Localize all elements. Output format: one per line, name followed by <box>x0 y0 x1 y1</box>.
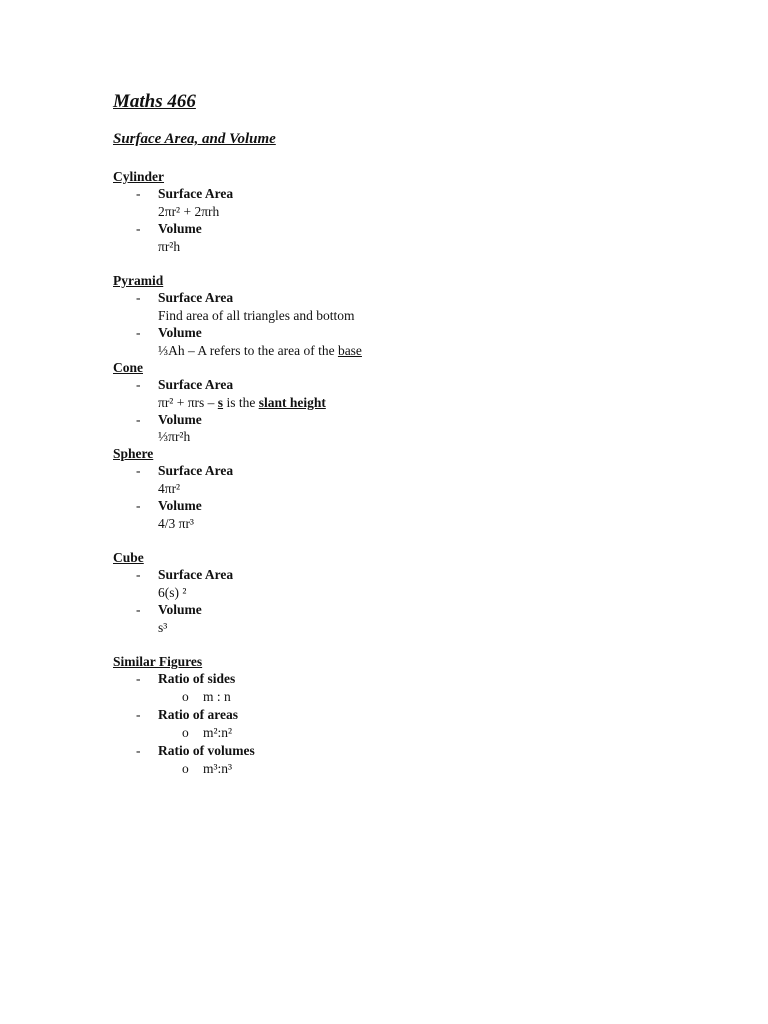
list-bullet: o <box>182 689 189 704</box>
ratio-of-volumes-label: Ratio of volumes <box>158 743 255 758</box>
cone-surface-area-mid: is the <box>223 395 259 410</box>
pyramid-volume-label: Volume <box>158 325 202 340</box>
list-dash: - <box>136 671 141 686</box>
page-title: Maths 466 <box>113 91 196 112</box>
sphere-volume-formula: 4/3 πr³ <box>158 516 194 531</box>
cone-surface-area-label: Surface Area <box>158 377 234 392</box>
list-dash: - <box>136 707 141 722</box>
cube-surface-area-formula: 6(s) ² <box>158 585 187 600</box>
pyramid-volume-text: ⅓Ah – A refers to the area of the <box>158 343 338 358</box>
ratio-of-areas-value: m²:n² <box>203 725 233 740</box>
sphere-volume-label: Volume <box>158 498 202 513</box>
list-dash: - <box>136 221 141 236</box>
list-bullet: o <box>182 761 189 776</box>
cone-volume-label: Volume <box>158 412 202 427</box>
cone-slant-height: slant height <box>258 395 326 410</box>
cube-heading: Cube <box>113 550 144 565</box>
sphere-heading: Sphere <box>113 446 154 461</box>
list-dash: - <box>136 290 141 305</box>
sphere-surface-area-label: Surface Area <box>158 463 234 478</box>
cube-volume-label: Volume <box>158 602 202 617</box>
list-bullet: o <box>182 725 189 740</box>
list-dash: - <box>136 186 141 201</box>
ratio-of-volumes-value: m³:n³ <box>203 761 233 776</box>
cylinder-surface-area-label: Surface Area <box>158 186 234 201</box>
cone-surface-area-text: πr² + πrs – <box>158 395 218 410</box>
list-dash: - <box>136 463 141 478</box>
ratio-of-areas-label: Ratio of areas <box>158 707 238 722</box>
pyramid-surface-area-label: Surface Area <box>158 290 234 305</box>
pyramid-surface-area-text: Find area of all triangles and bottom <box>158 308 355 323</box>
pyramid-volume-base: base <box>337 343 362 358</box>
list-dash: - <box>136 602 141 617</box>
cube-volume-formula: s³ <box>158 620 168 635</box>
cone-surface-area-formula <box>158 395 326 411</box>
ratio-of-sides-label: Ratio of sides <box>158 671 236 686</box>
pyramid-volume-formula <box>158 343 362 359</box>
cylinder-volume-label: Volume <box>158 221 202 236</box>
cylinder-heading: Cylinder <box>113 169 165 184</box>
sphere-surface-area-formula: 4πr² <box>158 481 181 496</box>
similar-figures-heading: Similar Figures <box>113 654 203 669</box>
list-dash: - <box>136 743 141 758</box>
list-dash: - <box>136 412 141 427</box>
cylinder-volume-formula: πr²h <box>158 239 181 254</box>
list-dash: - <box>136 377 141 392</box>
list-dash: - <box>136 498 141 513</box>
cone-s-variable: s <box>217 395 224 410</box>
list-dash: - <box>136 567 141 582</box>
cylinder-surface-area-formula: 2πr² + 2πrh <box>158 204 220 219</box>
cone-volume-formula: ⅓πr²h <box>158 429 191 444</box>
cube-surface-area-label: Surface Area <box>158 567 234 582</box>
page-subtitle: Surface Area, and Volume <box>113 131 276 147</box>
pyramid-heading: Pyramid <box>113 273 164 288</box>
ratio-of-sides-value: m : n <box>203 689 231 704</box>
cone-heading: Cone <box>113 360 143 375</box>
list-dash: - <box>136 325 141 340</box>
